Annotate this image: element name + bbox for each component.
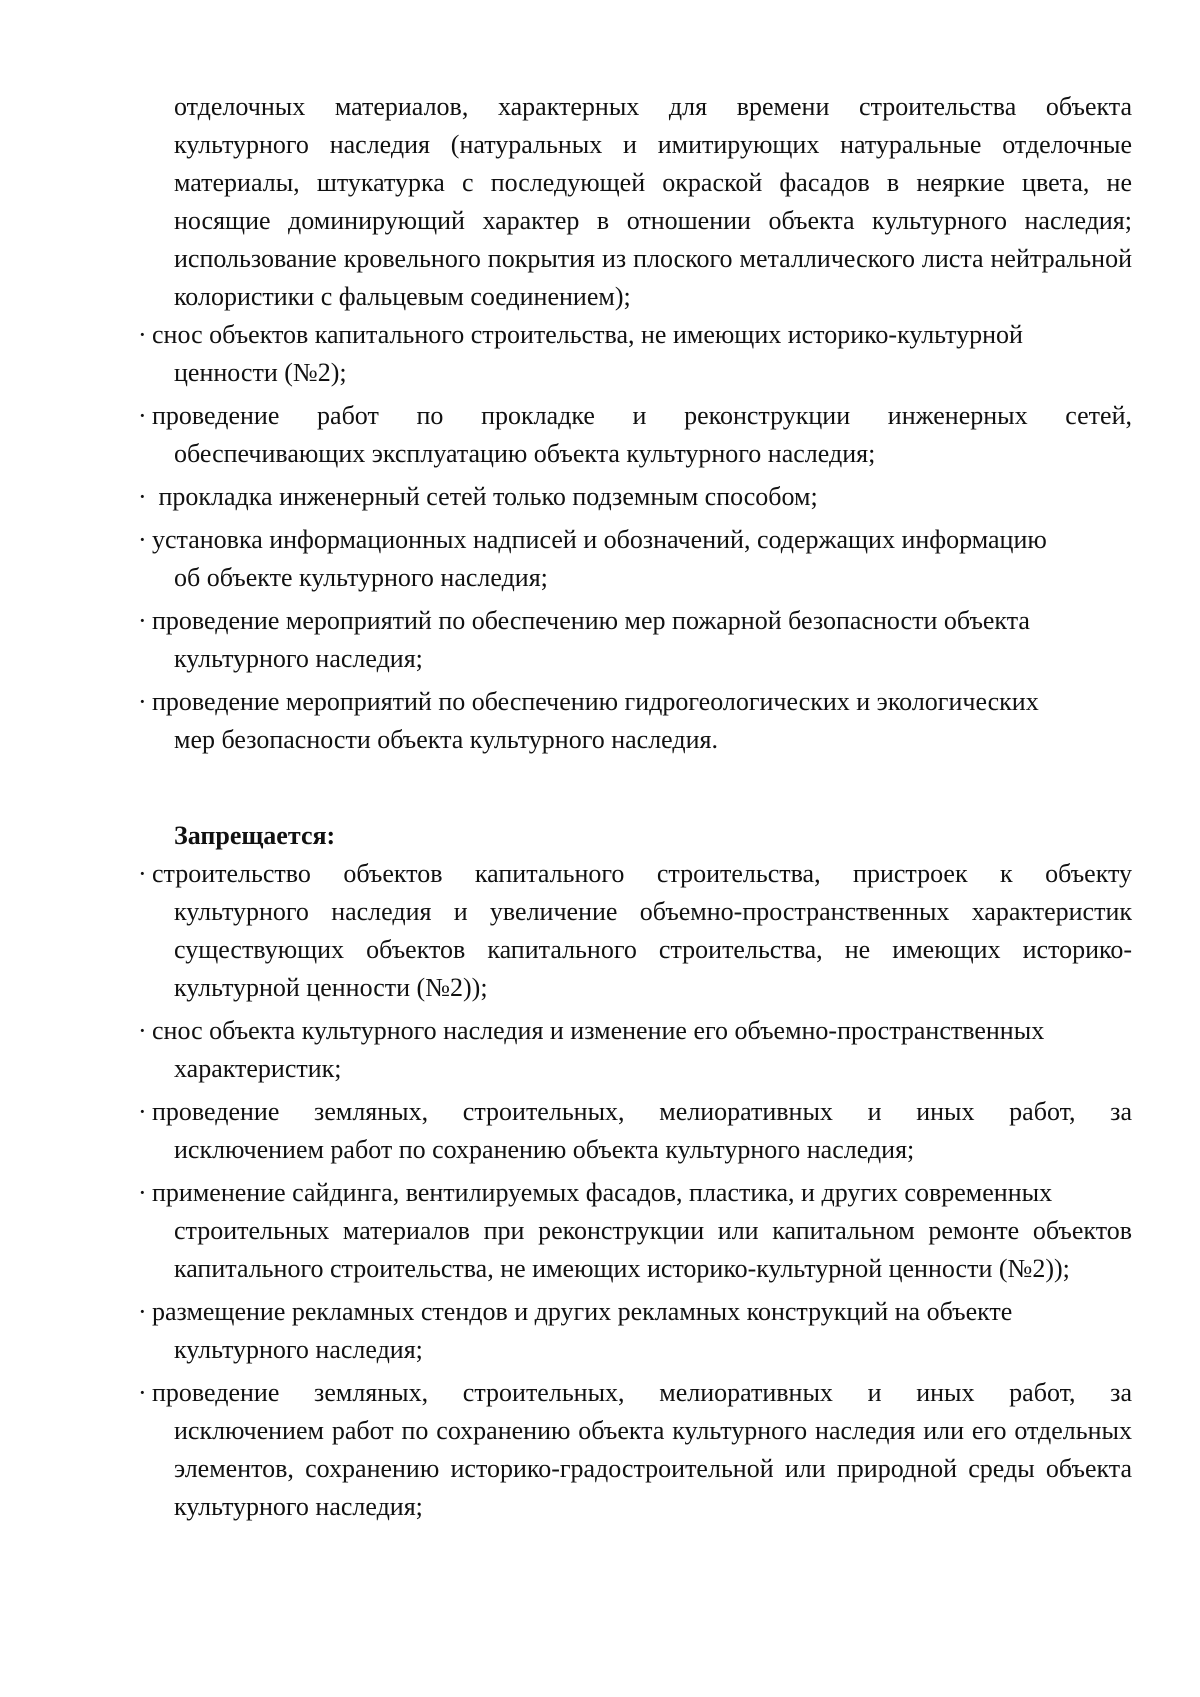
list-item-first-line: строительство объектов капитального строительства, пристроек к объекту xyxy=(152,859,1132,888)
list-item xyxy=(138,1093,1132,1169)
bullet-marker: · xyxy=(138,320,147,349)
list-item-first-line: размещение рекламных стендов и других рекламных конструкций на объекте xyxy=(152,1297,1013,1326)
list-item-first-line: проведение земляных, строительных, мелиоративных и иных работ, за xyxy=(152,1097,1132,1126)
list-item-continuation: культурного наследия и увеличение объемно-пространственных характеристик существующих объектов капитального строительства, не имеющих историко-культурной ценности (№2)); xyxy=(174,897,1132,1002)
bullet-marker: · xyxy=(138,525,147,554)
list-item xyxy=(138,397,1132,473)
list-item xyxy=(138,1012,1132,1088)
bullet-marker: · xyxy=(138,606,147,635)
bullet-marker: · xyxy=(138,1297,147,1326)
document-body xyxy=(138,88,1132,1531)
list-item-first-line: прокладка инженерный сетей только подземным способом; xyxy=(152,482,818,511)
list-item xyxy=(138,1174,1132,1288)
list-item-first-line: применение сайдинга, вентилируемых фасадов, пластика, и других современных xyxy=(152,1178,1053,1207)
list-item-first-line: проведение мероприятий по обеспечению гидрогеологических и экологических xyxy=(152,687,1039,716)
list-item-first-line: проведение земляных, строительных, мелиоративных и иных работ, за xyxy=(152,1378,1132,1407)
list-item xyxy=(138,316,1132,392)
bullet-marker: · xyxy=(138,401,147,430)
list-item-continuation: характеристик; xyxy=(174,1054,342,1083)
list-item-first-line: установка информационных надписей и обозначений, содержащих информацию xyxy=(152,525,1047,554)
list-item-continuation: культурного наследия; xyxy=(174,1335,423,1364)
list-item xyxy=(138,1293,1132,1369)
bullet-marker: · xyxy=(138,1178,147,1207)
bullet-marker: · xyxy=(138,1097,147,1126)
list-item-first-line: проведение работ по прокладке и реконструкции инженерных сетей, xyxy=(152,401,1132,430)
bullet-marker: · xyxy=(138,1378,147,1407)
list-item xyxy=(138,855,1132,1007)
list-item-first-line: снос объектов капитального строительства, не имеющих историко-культурной xyxy=(152,320,1023,349)
list-item xyxy=(138,1374,1132,1526)
list-item xyxy=(138,478,1132,516)
bullet-marker: · xyxy=(138,859,147,888)
bullet-marker: · xyxy=(138,1016,147,1045)
list-item xyxy=(138,683,1132,759)
allowed-list xyxy=(138,316,1132,759)
list-item-continuation: культурного наследия; xyxy=(174,644,423,673)
list-item xyxy=(138,602,1132,678)
list-item-first-line: снос объекта культурного наследия и изменение его объемно-пространственных xyxy=(152,1016,1045,1045)
intro-paragraph: отделочных материалов, характерных для времени строительства объекта культурного наследия (натуральных и имитирующих натуральные отделочные материалы, штукатурка с последующей окраской фасадов в неяркие цвета, не носящие доминирующий характер в отношении объекта культурного наследия; использование кровельного покрытия из плоского металлического листа нейтральной колористики с фальцевым соединением); xyxy=(174,92,1132,311)
prohibited-list xyxy=(138,855,1132,1526)
list-item-continuation: строительных материалов при реконструкции или капитальном ремонте объектов капитального строительства, не имеющих историко-культурной ценности (№2)); xyxy=(174,1216,1132,1283)
list-item-continuation: ценности (№2); xyxy=(174,358,347,387)
list-item xyxy=(138,521,1132,597)
list-item-continuation: об объекте культурного наследия; xyxy=(174,563,548,592)
bullet-marker: · xyxy=(138,482,147,511)
prohibited-heading: Запрещается: xyxy=(174,821,336,850)
list-item-first-line: проведение мероприятий по обеспечению мер пожарной безопасности объекта xyxy=(152,606,1030,635)
list-item-continuation: мер безопасности объекта культурного наследия. xyxy=(174,725,718,754)
bullet-marker: · xyxy=(138,687,147,716)
list-item-continuation: обеспечивающих эксплуатацию объекта культурного наследия; xyxy=(174,439,876,468)
list-item-continuation: исключением работ по сохранению объекта культурного наследия; xyxy=(174,1135,915,1164)
list-item-continuation: исключением работ по сохранению объекта культурного наследия или его отдельных элементов, сохранению историко-градостроительной или природной среды объекта культурного наследия; xyxy=(174,1416,1132,1521)
